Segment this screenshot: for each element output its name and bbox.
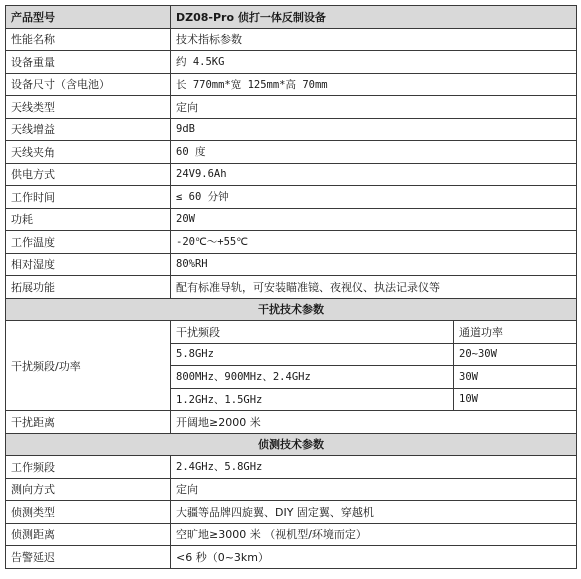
detection-label: 测向方式 xyxy=(6,478,171,501)
spec-label: 天线夹角 xyxy=(6,141,171,164)
spec-value: 长 770mm*宽 125mm*高 70mm xyxy=(171,73,577,96)
jamming-power: 10W xyxy=(454,388,577,411)
spec-row xyxy=(6,231,577,254)
detection-label: 工作频段 xyxy=(6,456,171,479)
spec-row xyxy=(6,28,577,51)
jamming-header-row xyxy=(6,321,577,344)
detection-value: 空旷地≥3000 米 （视机型/环境而定） xyxy=(171,523,577,546)
section-row-detection xyxy=(6,433,577,456)
detection-row xyxy=(6,546,577,569)
section-row-jamming xyxy=(6,298,577,321)
detection-label: 告警延迟 xyxy=(6,546,171,569)
spec-row xyxy=(6,208,577,231)
spec-label: 供电方式 xyxy=(6,163,171,186)
spec-value: ≤ 60 分钟 xyxy=(171,186,577,209)
spec-row xyxy=(6,73,577,96)
spec-row xyxy=(6,253,577,276)
detection-value: 大疆等品牌四旋翼、DIY 固定翼、穿越机 xyxy=(171,501,577,524)
spec-row xyxy=(6,141,577,164)
detection-row xyxy=(6,456,577,479)
spec-value: 9dB xyxy=(171,118,577,141)
jamming-band: 1.2GHz、1.5GHz xyxy=(171,388,454,411)
section-title-detection: 侦测技术参数 xyxy=(6,433,577,456)
spec-row xyxy=(6,96,577,119)
detection-label: 侦测距离 xyxy=(6,523,171,546)
spec-row xyxy=(6,51,577,74)
spec-label: 设备重量 xyxy=(6,51,171,74)
detection-label: 侦测类型 xyxy=(6,501,171,524)
jamming-power: 30W xyxy=(454,366,577,389)
detection-row xyxy=(6,501,577,524)
spec-row xyxy=(6,276,577,299)
spec-row xyxy=(6,163,577,186)
spec-row xyxy=(6,186,577,209)
spec-value: -20℃～+55℃ xyxy=(171,231,577,254)
jamming-band: 5.8GHz xyxy=(171,343,454,366)
jamming-power: 20~30W xyxy=(454,343,577,366)
spec-label: 工作温度 xyxy=(6,231,171,254)
spec-value: 60 度 xyxy=(171,141,577,164)
jamming-col-power: 通道功率 xyxy=(454,321,577,344)
spec-value: 技术指标参数 xyxy=(171,28,577,51)
spec-label: 性能名称 xyxy=(6,28,171,51)
header-label: 产品型号 xyxy=(6,6,171,29)
detection-value: 定向 xyxy=(171,478,577,501)
spec-label: 设备尺寸（含电池） xyxy=(6,73,171,96)
spec-row xyxy=(6,118,577,141)
spec-label: 天线增益 xyxy=(6,118,171,141)
spec-label: 功耗 xyxy=(6,208,171,231)
header-row xyxy=(6,6,577,29)
jamming-distance-value: 开阔地≥2000 米 xyxy=(171,411,577,434)
spec-value: 定向 xyxy=(171,96,577,119)
spec-value: 80%RH xyxy=(171,253,577,276)
spec-value: 约 4.5KG xyxy=(171,51,577,74)
spec-value: 20W xyxy=(171,208,577,231)
spec-value: 配有标准导轨，可安装瞄准镜、夜视仪、执法记录仪等 xyxy=(171,276,577,299)
spec-table xyxy=(5,5,577,569)
detection-value: 2.4GHz、5.8GHz xyxy=(171,456,577,479)
spec-label: 工作时间 xyxy=(6,186,171,209)
detection-row xyxy=(6,523,577,546)
spec-label: 拓展功能 xyxy=(6,276,171,299)
section-title-jamming: 干扰技术参数 xyxy=(6,298,577,321)
jamming-distance-label: 干扰距离 xyxy=(6,411,171,434)
jamming-band-label: 干扰频段/功率 xyxy=(6,321,171,411)
spec-label: 天线类型 xyxy=(6,96,171,119)
jamming-col-band: 干扰频段 xyxy=(171,321,454,344)
jamming-distance-row xyxy=(6,411,577,434)
product-model: DZ08-Pro 侦打一体反制设备 xyxy=(171,6,577,29)
spec-label: 相对湿度 xyxy=(6,253,171,276)
detection-row xyxy=(6,478,577,501)
jamming-band: 800MHz、900MHz、2.4GHz xyxy=(171,366,454,389)
detection-value: <6 秒（0~3km） xyxy=(171,546,577,569)
spec-value: 24V9.6Ah xyxy=(171,163,577,186)
